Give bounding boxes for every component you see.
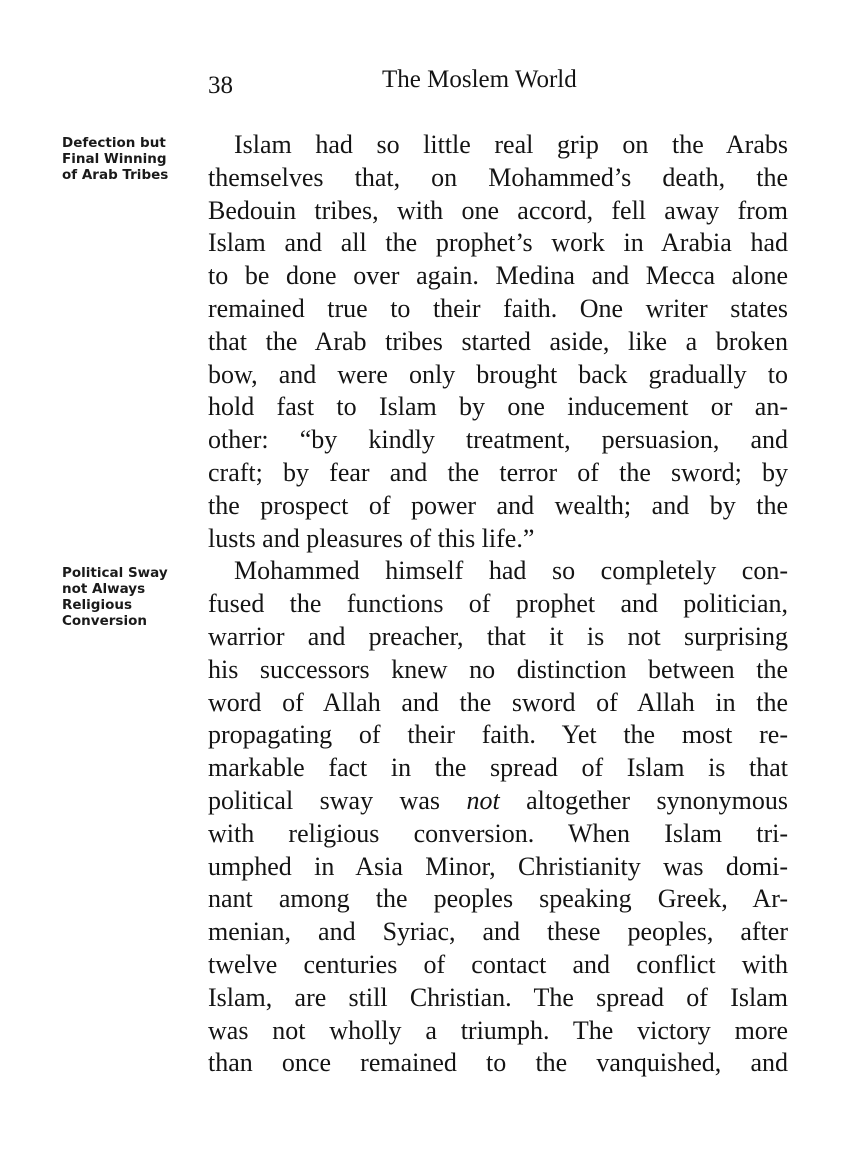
text-line: twelve centuries of contact and conflict with — [208, 949, 788, 979]
text-line: other: “by kindly treatment, persuasion, and — [208, 425, 788, 455]
text-line: Bedouin tribes, with one accord, fell away from — [208, 195, 788, 225]
text-line: warrior and preacher, that it is not surprising — [208, 621, 788, 651]
text-line: than once remained to the vanquished, and — [208, 1048, 788, 1078]
text-line: propagating of their faith. Yet the most re- — [208, 720, 788, 750]
text-line: his successors knew no distinction between the — [208, 654, 788, 684]
text-line: markable fact in the spread of Islam is that — [208, 753, 788, 783]
text-line: to be done over again. Medina and Mecca alone — [208, 261, 788, 291]
sidenote-political-sway — [62, 565, 198, 629]
text-line: that the Arab tribes started aside, like a broken — [208, 326, 788, 356]
text-line: remained true to their faith. One writer states — [208, 293, 788, 323]
text-line: craft; by fear and the terror of the sword; by — [208, 457, 788, 487]
text-line: Islam, are still Christian. The spread of Islam — [208, 982, 788, 1012]
sidenote-defection — [62, 135, 198, 183]
sidenote-line: Political Sway — [62, 565, 168, 581]
text-line: nant among the peoples speaking Greek, Ar- — [208, 884, 788, 914]
text-line: Islam had so little real grip on the Arabs — [234, 130, 788, 159]
text-line: bow, and were only brought back gradually to — [208, 359, 788, 389]
sidenote-line: Final Winning — [62, 151, 167, 167]
text-line: with religious conversion. When Islam tri- — [208, 818, 788, 848]
text-line: fused the functions of prophet and politician, — [208, 589, 788, 619]
text-line: Mohammed himself had so completely con- — [234, 556, 788, 586]
text-line: themselves that, on Mohammed’s death, the — [208, 162, 788, 192]
sidenote-line: of Arab Tribes — [62, 167, 169, 183]
running-title: The Moslem World — [382, 66, 577, 93]
text-line: hold fast to Islam by one inducement or an- — [208, 392, 788, 422]
page-number: 38 — [208, 72, 233, 99]
text-line: political sway was not altogether synonymous — [208, 785, 788, 815]
paragraph-political-sway — [208, 555, 788, 1080]
text-line: the prospect of power and wealth; and by the — [208, 490, 788, 520]
sidenote-line: Religious — [62, 597, 133, 613]
sidenote-line: not Always — [62, 581, 146, 597]
text-line: Islam and all the prophet’s work in Arabia had — [208, 228, 788, 258]
text-line: lusts and pleasures of this life.” — [208, 523, 535, 553]
emphasis-not: not — [466, 785, 500, 815]
text-line: word of Allah and the sword of Allah in the — [208, 687, 788, 717]
paragraph-arab-tribes — [208, 129, 788, 555]
body-text — [208, 129, 788, 1080]
sidenote-line: Conversion — [62, 613, 147, 629]
text-line: was not wholly a triumph. The victory more — [208, 1015, 788, 1045]
text-line: menian, and Syriac, and these peoples, after — [208, 917, 788, 947]
sidenote-line: Defection but — [62, 135, 166, 151]
page-header — [0, 64, 850, 104]
text-line: umphed in Asia Minor, Christianity was domi- — [208, 851, 788, 881]
